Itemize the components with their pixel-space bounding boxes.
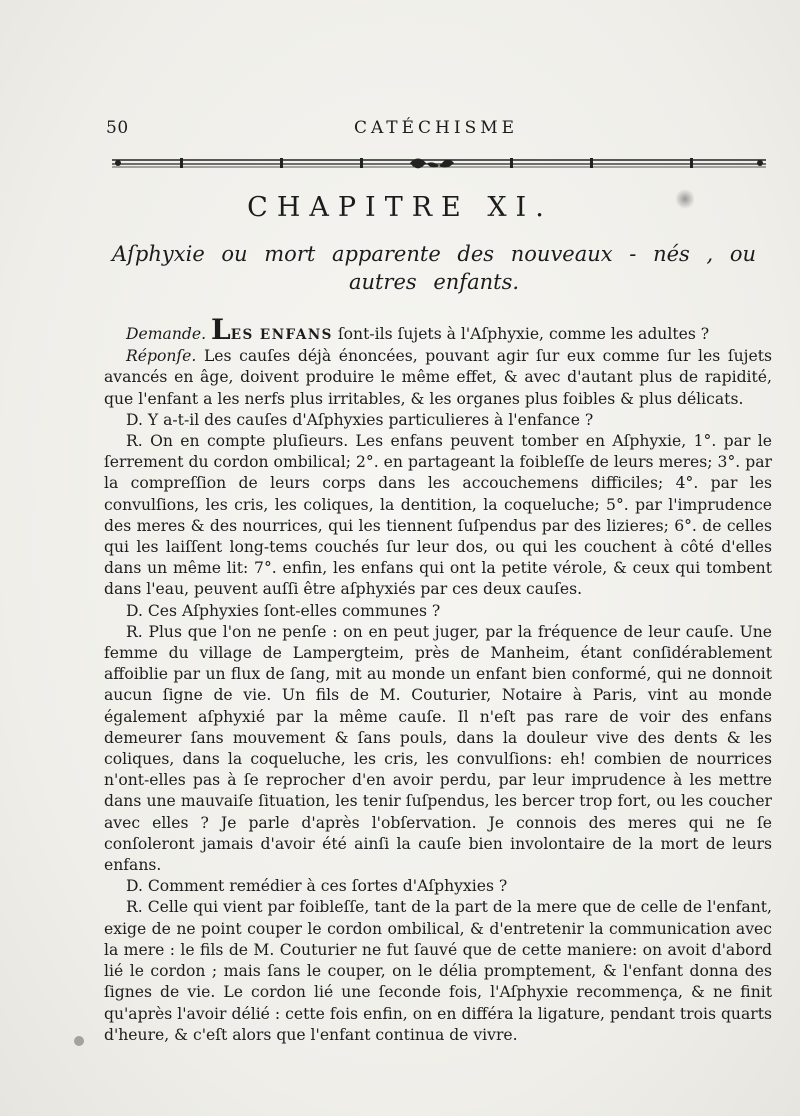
- ornamental-rule: [110, 152, 768, 174]
- drop-capital: L: [211, 313, 231, 346]
- paragraph-question: D. Comment remédier à ces ſortes d'Aſphyxies ?: [126, 877, 508, 896]
- paragraph-demande: [104, 313, 772, 346]
- speaker-label: Demande.: [126, 325, 207, 343]
- page-header: [106, 118, 766, 142]
- paragraph-reponse: [104, 346, 772, 410]
- body-text: [104, 313, 772, 1046]
- page-number: 50: [106, 118, 129, 138]
- paragraph-question: D. Y a-t-il des cauſes d'Aſphyxies particulieres à l'enfance ?: [126, 410, 594, 429]
- paragraph-text: Les cauſes déjà énoncées, pouvant agir ſur eux comme ſur les ſujets avancés en âge, doivent produire le même effet, & avec d'autant plus de rapidité, que l'enfant a les nerfs plus irritables, & les organes plus foibles & plus délicats.: [104, 347, 772, 408]
- small-caps-text: ES ENFANS: [230, 327, 333, 343]
- paragraph-question: D. Ces Aſphyxies ſont-elles communes ?: [126, 601, 441, 620]
- paragraph-answer: R. Plus que l'on ne penſe : on en peut juger, par la fréquence de leur cauſe. Une femme du village de Lampergteim, près de Manheim, étant conſidérablement affoiblie par un flux de ſang, mit au monde un enfant bien conformé, qui ne donnoit aucun ſigne de vie. Un fils de M. Couturier, Notaire à Paris, vint au monde également aſphyxié par la même cauſe. Il n'eſt pas rare de voir des enfans demeurer ſans mouvement & ſans pouls, dans la douleur vive des dents & les coliques, dans la coqueluche, les cris, les convulſions: eh! combien de nourrices n'ont-elles pas à ſe reprocher d'en avoir perdu, par leur imprudence à les mettre dans une mauvaiſe ſituation, les tenir ſuſpendus, les bercer trop fort, ou les coucher avec elles ? Je parle d'après l'obſervation. Je connois des meres qui ne ſe conſoleront jamais d'avoir été ainſi la cauſe bien involontaire de la mort de leurs enfans.: [104, 622, 772, 875]
- paragraph-answer: R. Celle qui vient par foibleſſe, tant de la part de la mere que de celle de l'enfant, exige de ne point couper le cordon ombilical, & d'entretenir la communication avec la mere : le fils de M. Couturier ne fut ſauvé que de cette maniere: on avoit d'abord lié le cordon ; mais ſans le couper, on le délia promptement, & l'enfant donna des ſignes de vie. Le cordon lié une ſeconde fois, l'Aſphyxie recommença, & ne finit qu'après l'avoir délié : cette fois enfin, on en différa la ligature, pendant trois quarts d'heure, & c'eſt alors que l'enfant continua de vivre.: [104, 898, 772, 1044]
- running-title: CATÉCHISME: [353, 118, 519, 138]
- paragraph-answer: R. On en compte pluſieurs. Les enfans peuvent tomber en Aſphyxie, 1°. par le ſerrement du cordon ombilical; 2°. en partageant la foibleſſe de leurs meres; 3°. par la compreſſion de leurs corps dans les accouchemens difficiles; 4°. par les convulſions, les cris, les coliques, la dentition, la coqueluche; 5°. par l'imprudence des meres & des nourrices, qui les tiennent ſuſpendus par des lizieres; 6°. de celles qui les laiſſent long-tems couchés ſur leur dos, ou qui les couchent à côté d'elles dans un même lit: 7°. enfin, les enfans qui ont la petite vérole, & ceux qui tombent dans l'eau, peuvent auſſi être aſphyxiés par ces deux cauſes.: [104, 432, 772, 599]
- chapter-title: CHAPITRE XI.: [247, 192, 553, 223]
- chapter-subtitle: Aſphyxie ou mort apparente des nouveaux - nés , ou autres enfants.: [111, 242, 756, 294]
- paper-blemish: [74, 1036, 84, 1046]
- speaker-label: Réponſe.: [126, 347, 197, 366]
- paragraph-text: ſont-ils ſujets à l'Aſphyxie, comme les adultes ?: [332, 325, 710, 343]
